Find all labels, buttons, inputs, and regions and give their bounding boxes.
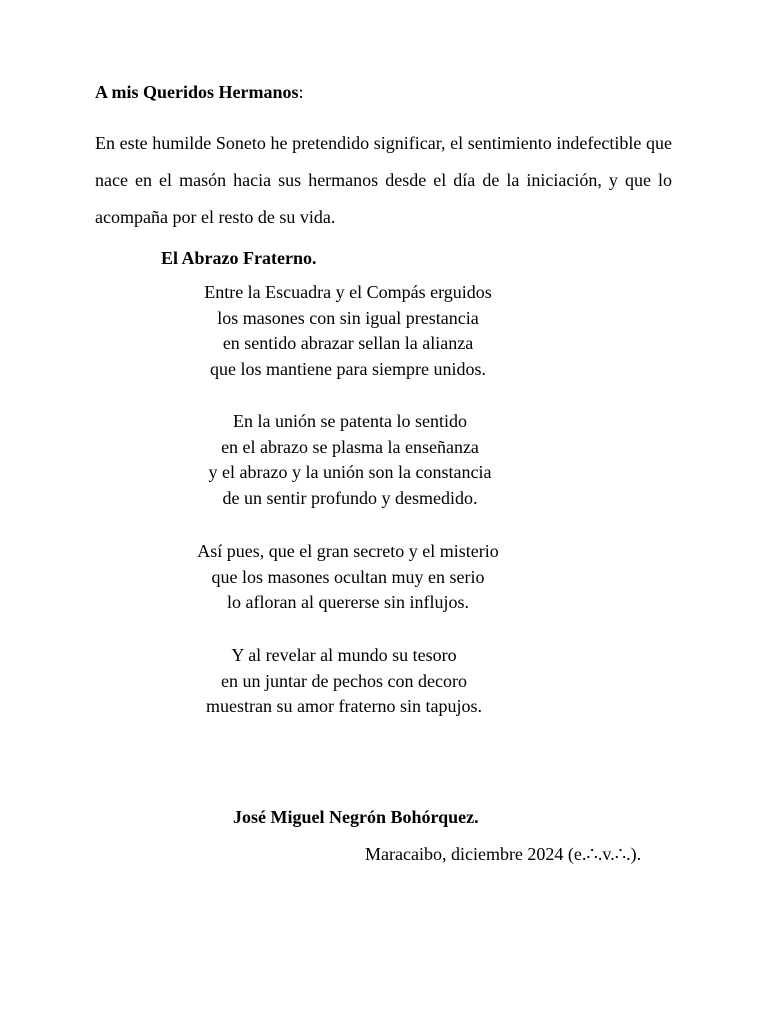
- poem-line: los masones con sin igual prestancia: [217, 307, 479, 328]
- author-name: José Miguel Negrón Bohórquez.: [233, 807, 479, 827]
- greeting-colon: :: [298, 82, 304, 102]
- poem-line: Y al revelar al mundo su tesoro: [231, 645, 457, 665]
- poem-line: en sentido abrazar sellan la alianza: [222, 333, 474, 353]
- intro-paragraph: En este humilde Soneto he pretendido significar, el sentimiento indefectible que nace en el masón hacia sus hermanos desde el día de la iniciación, y que lo acompaña por el resto de su vida.: [95, 133, 672, 227]
- poem-line: de un sentir profundo y desmedido.: [222, 487, 478, 508]
- poem-line: que los mantiene para siempre unidos.: [210, 358, 486, 379]
- poem-line: y el abrazo y la unión son la constancia: [208, 462, 492, 482]
- poem-line: Así pues, que el gran secreto y el misterio: [197, 541, 499, 561]
- poem-line: lo afloran al quererse sin influjos.: [227, 592, 469, 612]
- place-date: Maracaibo, diciembre 2024 (e.∴.v.∴.).: [365, 844, 642, 864]
- poem-line: En la unión se patenta lo sentido: [233, 411, 467, 431]
- stanza-3: [170, 539, 526, 616]
- poem-line: que los masones ocultan muy en serio: [211, 566, 485, 587]
- stanza-4: [166, 643, 522, 720]
- stanza-2: [172, 409, 528, 511]
- poem-title: El Abrazo Fraterno.: [161, 248, 317, 268]
- greeting-text: A mis Queridos Hermanos: [95, 82, 299, 102]
- greeting: [95, 80, 304, 104]
- stanza-1: [170, 280, 526, 382]
- poem-line: Entre la Escuadra y el Compás erguidos: [204, 282, 492, 302]
- poem-line: en un juntar de pechos con decoro: [221, 670, 467, 691]
- poem-line: muestran su amor fraterno sin tapujos.: [206, 696, 482, 716]
- poem-line: en el abrazo se plasma la enseñanza: [221, 436, 479, 457]
